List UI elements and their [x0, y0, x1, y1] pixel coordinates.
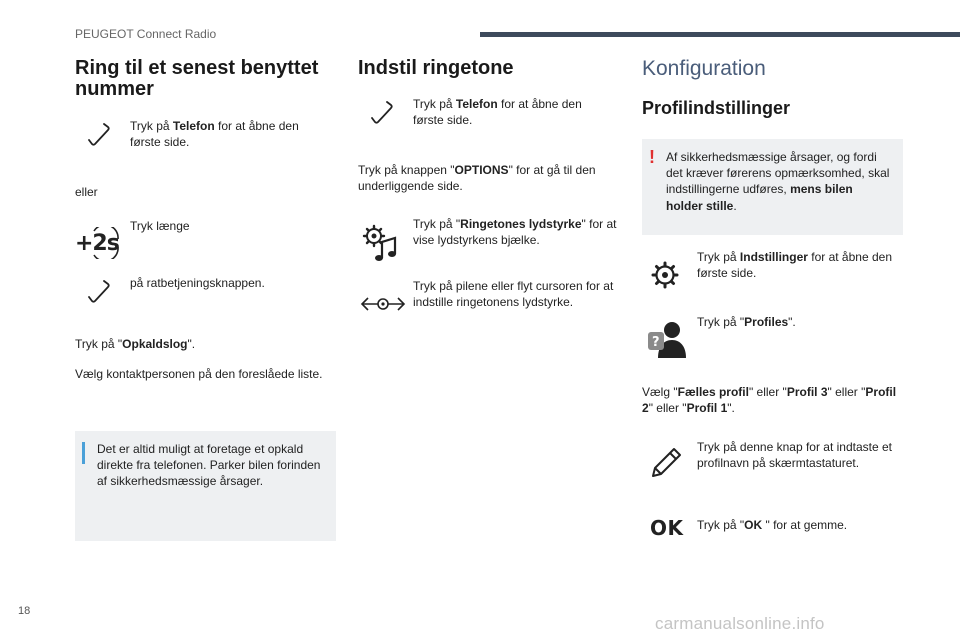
c3-para1: Vælg "Fælles profil" eller "Profil 3" eller "Profil 2" eller "Profil 1".	[642, 385, 897, 416]
heading-configuration: Konfiguration	[642, 57, 766, 80]
c2-step2: Tryk på "Ringetones lydstyrke" for at vise lydstyrkens bjælke.	[413, 217, 617, 248]
c3-step3: Tryk på denne knap for at indtaste et profilnavn på skærmtastaturet.	[697, 440, 893, 471]
info-icon	[82, 442, 85, 464]
ringtone-volume-icon	[362, 224, 404, 262]
c1-step1: Tryk på Telefon for at åbne den første side.	[130, 119, 299, 150]
phone-icon	[86, 280, 112, 304]
c2-step3: Tryk på pilene eller flyt cursoren for at indstille ringetonens lydstyrke.	[413, 279, 614, 310]
heading-recent-call: Ring til et senest benyttet nummer	[75, 57, 319, 100]
c3-step4: Tryk på "OK " for at gemme.	[697, 518, 848, 532]
c2-para1: Tryk på knappen "OPTIONS" for at gå til den underliggende side.	[358, 163, 596, 194]
page-number: 18	[18, 605, 31, 617]
phone-icon	[86, 123, 112, 147]
longpress-2s-icon: +2s	[74, 227, 120, 259]
info-box	[75, 431, 336, 541]
c1-or-text: eller	[75, 185, 98, 199]
info-text: Det er altid muligt at foretage et opkald direkte fra telefonen. Parker bilen forinden af sikkerhedsmæssige årsager.	[97, 442, 321, 489]
c1-para1: Tryk på "Opkaldslog".	[75, 337, 196, 351]
c1-step2: Tryk længe	[130, 219, 190, 233]
c2-step1: Tryk på Telefon for at åbne den første side.	[413, 97, 582, 128]
ok-icon: OK	[650, 516, 684, 540]
pencil-edit-icon	[649, 446, 683, 480]
c1-step3: på ratbetjeningsknappen.	[130, 276, 265, 290]
running-header: PEUGEOT Connect Radio	[75, 27, 217, 41]
subheading-profiles: Profilindstillinger	[642, 98, 791, 118]
slider-arrows-icon	[360, 294, 406, 314]
heading-ringtone: Indstil ringetone	[358, 57, 514, 79]
header-bar	[480, 32, 960, 37]
c3-step2: Tryk på "Profiles".	[697, 315, 796, 329]
phone-icon	[369, 101, 395, 125]
warning-icon: !	[649, 147, 655, 167]
svg-text:?: ?	[652, 335, 660, 350]
c3-step1: Tryk på Indstillinger for at åbne den første side.	[697, 250, 892, 281]
watermark: carmanualsonline.info	[655, 614, 825, 633]
warning-box: ! Af sikkerhedsmæssige årsager, og fordi det kræver førerens opmærksomhed, skal indstillingerne udføres, mens bilen holder stille.	[642, 139, 903, 235]
settings-icon	[651, 261, 679, 289]
profile-user-icon	[646, 320, 688, 358]
c1-para2: Vælg kontaktpersonen på den foreslåede liste.	[75, 367, 323, 381]
